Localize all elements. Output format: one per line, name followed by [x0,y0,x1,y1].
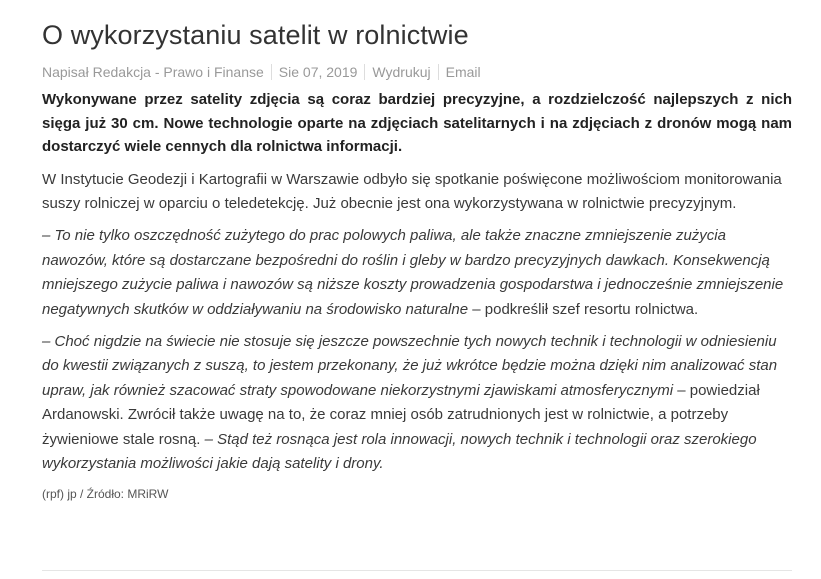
attribution-text: – powiedział Ardanowski. Zwrócił także uwagę na to, że coraz mniej osób zatrudnionych jest w rolnictwie, a potrzeby żywieniowe stale rosną. [42,381,760,448]
article-source: (rpf) jp / Źródło: MRiRW [42,487,169,502]
article-paragraph: W Instytucie Geodezji i Kartografii w Warszawie odbyło się spotkanie poświęcone możliwościom monitorowania suszy rolniczej w oparciu o teledetekcję. Już obecnie jest ona wykorzystywana w rolnictwie precyzyjnym. [42,170,782,212]
bottom-divider [42,570,792,571]
article-meta [42,64,792,80]
publish-date: Sie 07, 2019 [271,64,365,80]
article-paragraph [42,224,792,322]
attribution-text: – podkreślił szef resortu rolnictwa. [468,300,699,318]
written-by-label: Napisał [42,64,89,80]
author-name: Redakcja - Prawo i Finanse [92,64,264,80]
print-link[interactable]: Wydrukuj [364,64,437,80]
quote-text: – Choć nigdzie na świecie nie stosuje się jeszcze powszechnie tych nowych technik i technologii w odniesieniu do kwestii związanych z suszą, to jestem przekonany, że już wkrótce będzie można dzięki nim analizować stan upraw, jak również szacować straty spowodowane niekorzystnymi zjawiskami atmosferycznymi [42,332,778,399]
article-lead: Wykonywane przez satelity zdjęcia są coraz bardziej precyzyjne, a rozdzielczość najlepszych z nich sięga już 30 cm. Nowe technologie oparte na zdjęciach satelitarnych i na zdjęciach z dronów mogą nam dostarczyć wiele cennych dla rolnictwa informacji. [42,91,792,155]
quote-text: – To nie tylko oszczędność zużytego do prac polowych paliwa, ale także znaczne zmniejszenie zużycia nawozów, które są dostarczane bezpośredni do roślin i gleby w bardzo precyzyjnych dawkach. Konsekwencją mniejszego zużycie paliwa i nawozów są niższe koszty prowadzenia gospodarstwa i jednocześnie zmniejszenie negatywnych skutków w oddziaływaniu na środowisko naturalne [42,227,784,318]
author-info [42,64,271,80]
quote-text: – Stąd też rosnąca jest rola innowacji, nowych technik i technologii oraz szerokiego wykorzystania możliwości jakie dają satelity i drony. [42,430,757,472]
article-title: O wykorzystaniu satelit w rolnictwie [42,20,469,50]
email-link[interactable]: Email [438,64,488,80]
article-paragraph [42,330,792,476]
